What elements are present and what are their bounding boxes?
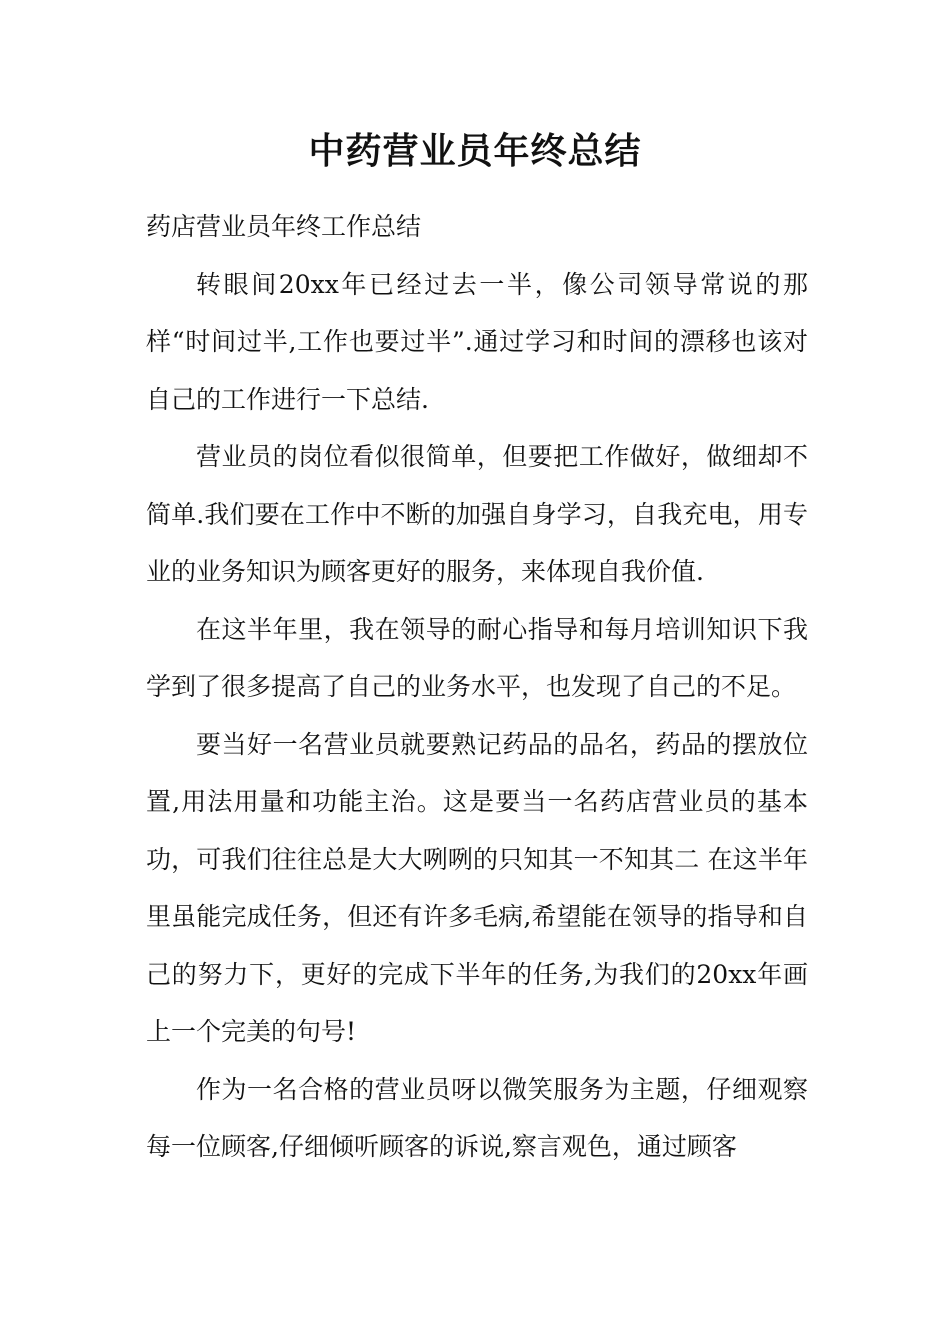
document-body (146, 198, 808, 1176)
paragraph: 要当好一名营业员就要熟记药品的品名，药品的摆放位置,用法用量和功能主治。这是要当一名药店营业员的基本功，可我们往往总是大大咧咧的只知其一不知其二 在这半年里虽能完成任务，但还有许多毛病,希望能在领导的指导和自己的努力下，更好的完成下半年的任务,为我们的20xx年画上一个完美的句号! (146, 729, 808, 1046)
paragraph: 在这半年里，我在领导的耐心指导和每月培训知识下我学到了很多提高了自己的业务水平，也发现了自己的不足。 (146, 614, 808, 701)
document-title: 中药营业员年终总结 (308, 131, 642, 172)
paragraph: 作为一名合格的营业员呀以微笑服务为主题，仔细观察每一位顾客,仔细倾听顾客的诉说,察言观色，通过顾客 (146, 1074, 808, 1161)
paragraph: 转眼间20xx年已经过去一半，像公司领导常说的那样“时间过半,工作也要过半”.通过学习和时间的漂移也该对自己的工作进行一下总结. (146, 269, 808, 414)
paragraph: 营业员的岗位看似很简单，但要把工作做好，做细却不简单.我们要在工作中不断的加强自身学习，自我充电，用专业的业务知识为顾客更好的服务，来体现自我价值. (146, 442, 808, 586)
document-subtitle: 药店营业员年终工作总结 (146, 212, 422, 241)
